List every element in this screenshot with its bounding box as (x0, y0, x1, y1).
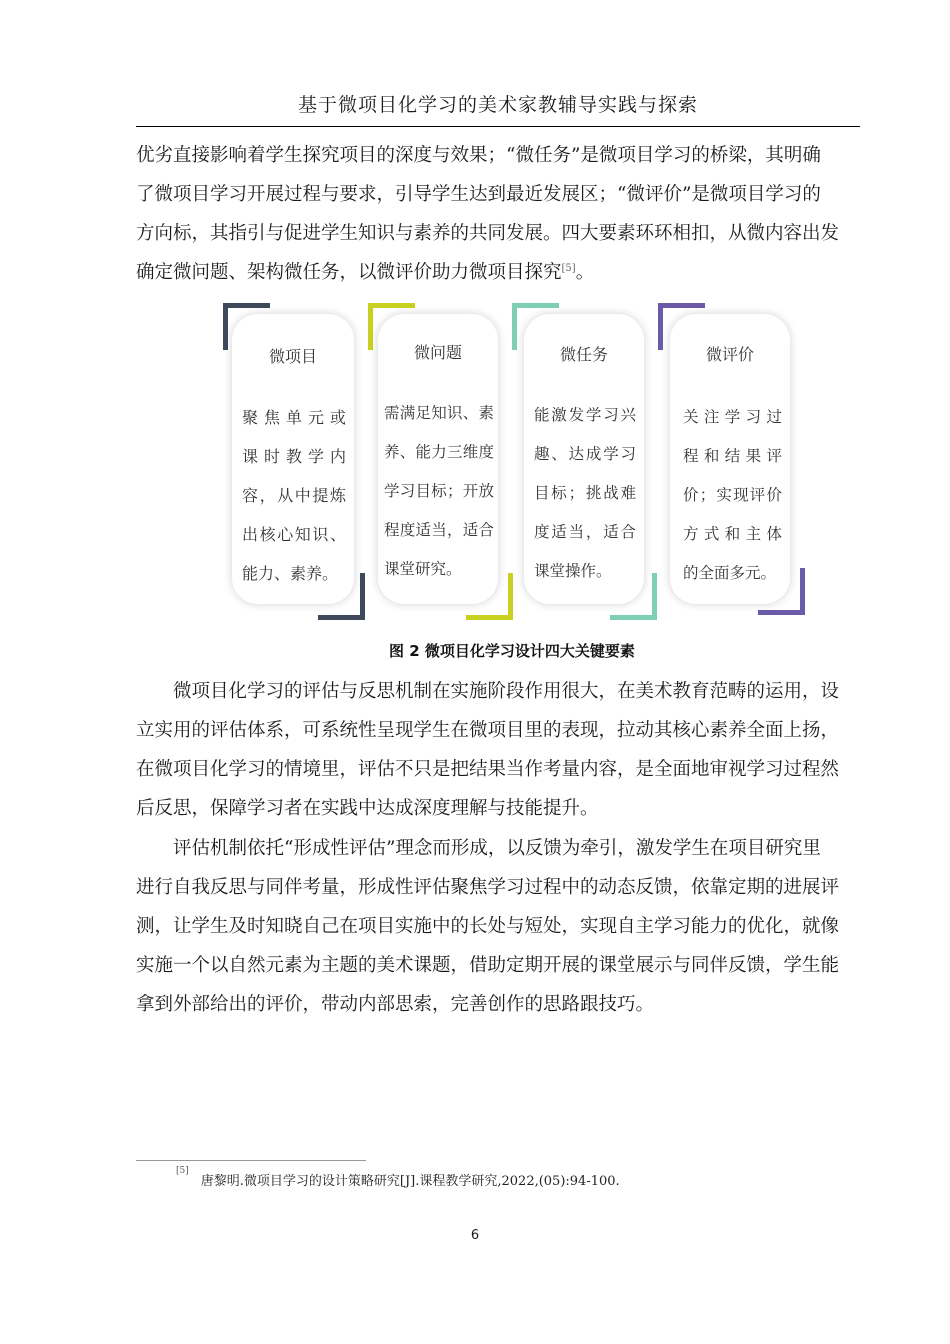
card-body (242, 398, 346, 593)
card-line: 程和结果评 (683, 447, 782, 465)
figure-four-elements (218, 296, 808, 626)
card-line: 价；实现评价 (683, 486, 782, 504)
card-line: 聚焦单元或 (242, 408, 346, 427)
card-line: 关注学习过 (683, 408, 782, 426)
card-line: 的全面多元。 (683, 564, 777, 582)
card-line: 趣、达成学习 (534, 445, 636, 463)
card-title: 微评价 (705, 345, 754, 364)
card-line: 能力、素养。 (242, 564, 339, 583)
page-number: 6 (470, 1228, 480, 1243)
card-weipingjia (670, 314, 790, 604)
para-line: 进行自我反思与同伴考量，形成性评估聚焦学习过程中的动态反馈，依靠定期的进展评 (136, 877, 840, 898)
card-line: 课时教学内 (242, 447, 346, 466)
card-line: 方式和主体 (683, 525, 782, 543)
footnote-divider (136, 1160, 366, 1161)
bracket-bottom-right-4 (758, 568, 805, 615)
header-divider (136, 126, 860, 127)
para-line: 测，让学生及时知晓自己在项目实施中的长处与短处，实现自主学习能力的优化，就像 (136, 916, 840, 937)
card-body (534, 396, 636, 591)
card-weixiangmu (232, 314, 354, 604)
card-line: 课堂操作。 (534, 562, 612, 580)
card-line: 养、能力三维度 (384, 443, 494, 461)
card-line: 程度适当，适合 (384, 521, 494, 539)
card-line: 度适当，适合 (534, 523, 636, 541)
para-line: 评估机制依托“形成性评估”理念而形成，以反馈为牵引，激发学生在项目研究里 (173, 838, 821, 859)
footnote-mark: [5] (176, 1166, 189, 1176)
figure-caption: 图 2 微项目化学习设计四大关键要素 (389, 642, 635, 660)
intro-line: 优劣直接影响着学生探究项目的深度与效果；“微任务”是微项目学习的桥梁，其明确 (136, 145, 821, 166)
intro-line-text: 确定微问题、架构微任务，以微评价助力微项目探究 (136, 262, 562, 283)
card-weirenwu (524, 314, 644, 604)
bracket-bottom-right-2 (466, 573, 513, 620)
intro-paragraph (136, 136, 860, 292)
intro-line: 了微项目学习开展过程与要求，引导学生达到最近发展区；“微评价”是微项目学习的 (136, 184, 821, 205)
footnote (176, 1166, 620, 1189)
card-body (384, 394, 494, 589)
card-title: 微任务 (559, 345, 608, 364)
card-line: 容，从中提炼 (242, 486, 346, 505)
card-body (683, 398, 782, 593)
bracket-bottom-right-3 (610, 573, 657, 620)
paragraph-formative (136, 829, 860, 1024)
page-header-title: 基于微项目化学习的美术家教辅导实践与探索 (297, 94, 698, 116)
para-line: 后反思，保障学习者在实践中达成深度理解与技能提升。 (136, 798, 599, 819)
intro-line-end: 。 (575, 262, 595, 283)
intro-line: 方向标，其指引与促进学生知识与素养的共同发展。四大要素环环相扣，从微内容出发 (136, 223, 840, 244)
card-title: 微问题 (413, 343, 462, 362)
card-weiwenti (378, 314, 498, 604)
para-line: 在微项目化学习的情境里，评估不只是把结果当作考量内容，是全面地审视学习过程然 (136, 759, 840, 780)
para-line: 微项目化学习的评估与反思机制在实施阶段作用很大，在美术教育范畴的运用，设 (173, 681, 840, 702)
bracket-bottom-right-1 (318, 573, 365, 620)
card-line: 学习目标；开放 (384, 482, 494, 500)
para-line: 立实用的评估体系，可系统性呈现学生在微项目里的表现，拉动其核心素养全面上扬， (136, 720, 840, 741)
paragraph-evaluation (136, 672, 860, 828)
para-line: 拿到外部给出的评价，带动内部思索，完善创作的思路跟技巧。 (136, 994, 655, 1015)
para-line: 实施一个以自然元素为主题的美术课题，借助定期开展的课堂展示与同伴反馈，学生能 (136, 955, 840, 976)
footnote-text: 唐黎明.微项目学习的设计策略研究[J].课程教学研究,2022,(05):94-100. (200, 1174, 620, 1189)
card-line: 目标；挑战难 (534, 484, 636, 502)
card-line: 能激发学习兴 (534, 406, 636, 424)
citation-ref[interactable]: [5] (561, 263, 576, 274)
card-title: 微项目 (268, 347, 317, 366)
card-line: 课堂研究。 (384, 560, 462, 578)
intro-line-last (136, 253, 860, 292)
card-line: 出核心知识、 (242, 525, 346, 544)
card-line: 需满足知识、素 (384, 404, 494, 422)
